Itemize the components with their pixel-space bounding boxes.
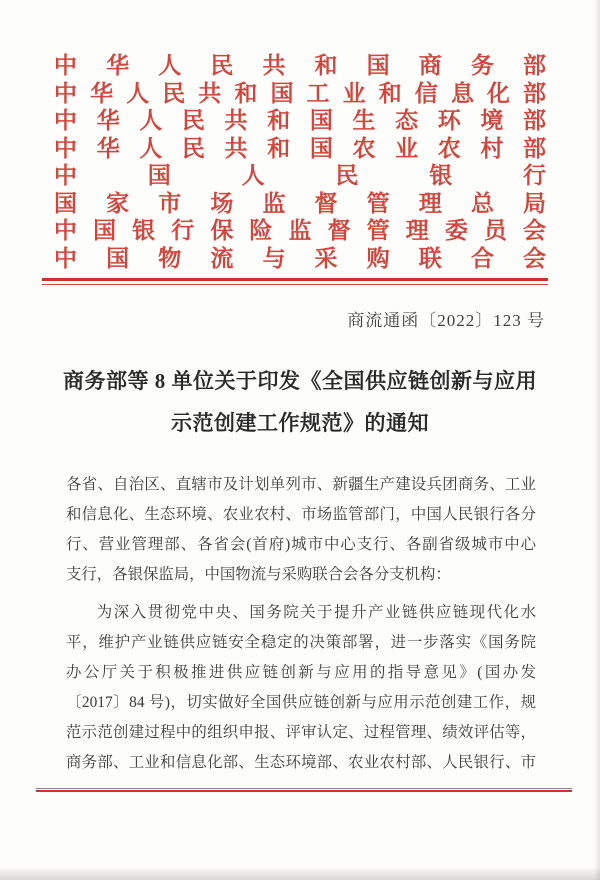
notice-body-line: 平，维护产业链供应链安全稳定的决策部署，进一步落实《国务院 (66, 634, 536, 651)
separator-rule-thin (42, 284, 548, 285)
letterhead-agency-line: 中华人民共和国农业农村部 (54, 135, 546, 161)
footer-rule-red (36, 790, 572, 792)
letterhead-agency-line: 中华人民共和国生态环境部 (54, 108, 546, 133)
letterhead-agency-line: 中华人民共和国商务部 (54, 53, 546, 78)
recipients-line: 支行，各银保监局，中国物流与采购联合会各分支机构： (66, 566, 451, 583)
notice-body-line: 范示范创建过程中的组织申报、评审认定、过程管理、绩效评估等， (66, 724, 536, 741)
page-footer-rule (36, 788, 572, 792)
document-title-line: 示范创建工作规范》的通知 (171, 411, 429, 435)
notice-body-paragraph (66, 598, 536, 778)
letterhead-agency-line: 中国物流与采购联合会 (54, 245, 546, 271)
letterhead-agency-line: 中国人民银行 (54, 163, 546, 188)
separator-rule-thick (42, 278, 548, 281)
document-title (40, 360, 560, 444)
notice-body-line: 办公厅关于积极推进供应链创新与应用的指导意见》(国办发 (66, 664, 536, 681)
recipients-line: 行、营业管理部、各省会(首府)城市中心支行、各副省级城市中心 (66, 536, 536, 553)
letterhead-agency-line: 中国银行保险监督管理委员会 (54, 218, 546, 243)
letterhead-separator-rule (42, 278, 548, 285)
notice-body-line: 为深入贯彻党中央、国务院关于提升产业链供应链现代化水 (96, 604, 536, 621)
footer-rule-gray (36, 788, 572, 789)
recipients-line: 和信息化、生态环境、农业农村、市场监管部门，中国人民银行各分 (66, 506, 536, 523)
recipients-paragraph (66, 470, 536, 590)
notice-body-line: 商务部、工业和信息化部、生态环境部、农业农村部、人民银行、市 (66, 754, 536, 771)
document-title-line: 商务部等 8 单位关于印发《全国供应链创新与应用 (63, 369, 537, 393)
letterhead-agency-line: 国家市场监督管理总局 (54, 190, 546, 216)
recipients-line: 各省、自治区、直辖市及计划单列市、新疆生产建设兵团商务、工业 (66, 476, 536, 493)
document-reference-number: 商流通函〔2022〕123 号 (347, 311, 545, 330)
letterhead-agency-line: 中华人民共和国工业和信息化部 (54, 80, 546, 106)
letterhead-agency-list (54, 52, 546, 272)
notice-body-line: 〔2017〕84 号)，切实做好全国供应链创新与应用示范创建工作，规 (66, 694, 536, 711)
